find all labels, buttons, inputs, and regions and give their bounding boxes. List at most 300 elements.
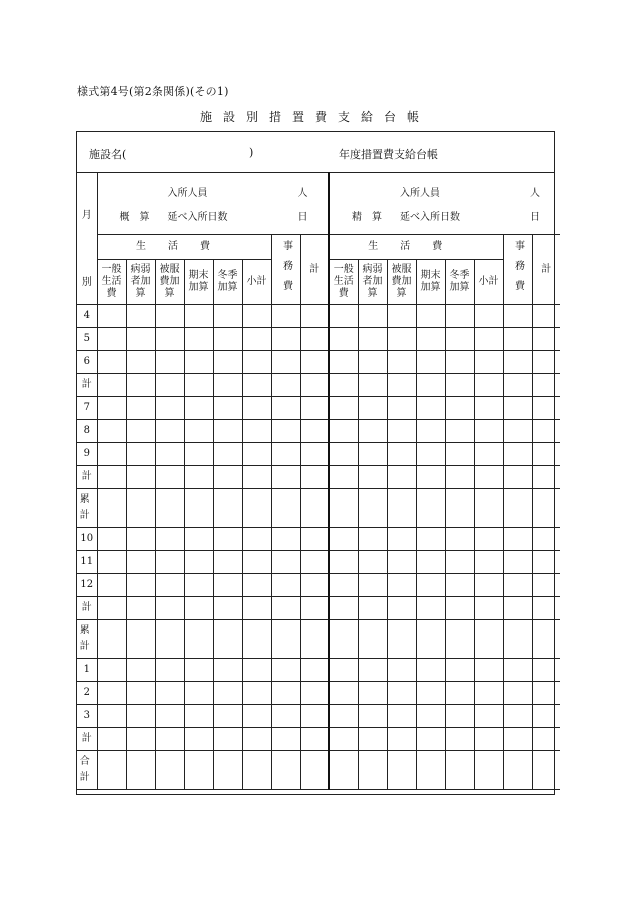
estimate-cell[interactable] xyxy=(213,305,242,328)
estimate-cell[interactable] xyxy=(300,466,329,489)
estimate-cell[interactable] xyxy=(271,528,300,551)
settlement-cell[interactable] xyxy=(445,597,474,620)
estimate-cell[interactable] xyxy=(155,374,184,397)
estimate-cell[interactable] xyxy=(97,528,126,551)
settlement-cell[interactable] xyxy=(416,528,445,551)
estimate-cell[interactable] xyxy=(271,466,300,489)
estimate-cell[interactable] xyxy=(126,751,155,790)
settlement-cell[interactable] xyxy=(387,443,416,466)
settlement-cell[interactable] xyxy=(358,620,387,659)
settlement-cell[interactable] xyxy=(532,659,560,682)
estimate-cell[interactable] xyxy=(126,574,155,597)
settlement-cell[interactable] xyxy=(445,328,474,351)
settlement-cell[interactable] xyxy=(503,597,532,620)
estimate-cell[interactable] xyxy=(184,443,213,466)
estimate-cell[interactable] xyxy=(155,528,184,551)
estimate-cell[interactable] xyxy=(271,351,300,374)
settlement-cell[interactable] xyxy=(387,682,416,705)
settlement-cell[interactable] xyxy=(503,397,532,420)
settlement-cell[interactable] xyxy=(329,705,358,728)
settlement-cell[interactable] xyxy=(358,374,387,397)
settlement-cell[interactable] xyxy=(329,597,358,620)
estimate-cell[interactable] xyxy=(155,728,184,751)
estimate-cell[interactable] xyxy=(213,420,242,443)
estimate-cell[interactable] xyxy=(155,351,184,374)
estimate-cell[interactable] xyxy=(242,597,271,620)
settlement-cell[interactable] xyxy=(416,420,445,443)
estimate-cell[interactable] xyxy=(155,397,184,420)
settlement-cell[interactable] xyxy=(445,551,474,574)
estimate-cell[interactable] xyxy=(155,328,184,351)
settlement-cell[interactable] xyxy=(445,574,474,597)
estimate-cell[interactable] xyxy=(126,305,155,328)
estimate-cell[interactable] xyxy=(300,374,329,397)
settlement-cell[interactable] xyxy=(387,328,416,351)
estimate-cell[interactable] xyxy=(213,489,242,528)
estimate-cell[interactable] xyxy=(271,443,300,466)
estimate-cell[interactable] xyxy=(271,328,300,351)
estimate-cell[interactable] xyxy=(271,705,300,728)
estimate-cell[interactable] xyxy=(242,659,271,682)
estimate-cell[interactable] xyxy=(242,351,271,374)
estimate-cell[interactable] xyxy=(126,466,155,489)
settlement-cell[interactable] xyxy=(474,374,503,397)
settlement-cell[interactable] xyxy=(474,620,503,659)
estimate-cell[interactable] xyxy=(126,682,155,705)
settlement-cell[interactable] xyxy=(329,351,358,374)
estimate-cell[interactable] xyxy=(97,466,126,489)
estimate-cell[interactable] xyxy=(97,620,126,659)
estimate-cell[interactable] xyxy=(242,705,271,728)
settlement-cell[interactable] xyxy=(503,728,532,751)
estimate-cell[interactable] xyxy=(97,328,126,351)
settlement-cell[interactable] xyxy=(503,528,532,551)
estimate-cell[interactable] xyxy=(300,597,329,620)
estimate-cell[interactable] xyxy=(97,728,126,751)
settlement-cell[interactable] xyxy=(416,351,445,374)
estimate-cell[interactable] xyxy=(271,397,300,420)
estimate-cell[interactable] xyxy=(271,659,300,682)
settlement-cell[interactable] xyxy=(358,351,387,374)
estimate-cell[interactable] xyxy=(184,420,213,443)
estimate-cell[interactable] xyxy=(300,420,329,443)
estimate-cell[interactable] xyxy=(126,351,155,374)
estimate-cell[interactable] xyxy=(242,397,271,420)
settlement-cell[interactable] xyxy=(503,620,532,659)
settlement-cell[interactable] xyxy=(503,374,532,397)
settlement-cell[interactable] xyxy=(532,374,560,397)
settlement-cell[interactable] xyxy=(416,443,445,466)
settlement-cell[interactable] xyxy=(474,443,503,466)
estimate-cell[interactable] xyxy=(213,466,242,489)
settlement-cell[interactable] xyxy=(503,420,532,443)
settlement-cell[interactable] xyxy=(329,397,358,420)
settlement-cell[interactable] xyxy=(387,751,416,790)
estimate-cell[interactable] xyxy=(271,489,300,528)
estimate-cell[interactable] xyxy=(184,574,213,597)
settlement-cell[interactable] xyxy=(387,374,416,397)
settlement-cell[interactable] xyxy=(474,551,503,574)
settlement-cell[interactable] xyxy=(416,659,445,682)
settlement-cell[interactable] xyxy=(445,443,474,466)
settlement-cell[interactable] xyxy=(532,443,560,466)
settlement-cell[interactable] xyxy=(387,597,416,620)
estimate-cell[interactable] xyxy=(184,705,213,728)
estimate-cell[interactable] xyxy=(126,597,155,620)
settlement-cell[interactable] xyxy=(532,551,560,574)
settlement-cell[interactable] xyxy=(387,351,416,374)
estimate-cell[interactable] xyxy=(97,305,126,328)
settlement-cell[interactable] xyxy=(445,528,474,551)
estimate-cell[interactable] xyxy=(155,574,184,597)
settlement-cell[interactable] xyxy=(387,489,416,528)
estimate-cell[interactable] xyxy=(213,659,242,682)
estimate-cell[interactable] xyxy=(242,682,271,705)
settlement-cell[interactable] xyxy=(445,374,474,397)
estimate-cell[interactable] xyxy=(97,489,126,528)
estimate-cell[interactable] xyxy=(242,528,271,551)
estimate-cell[interactable] xyxy=(271,728,300,751)
settlement-cell[interactable] xyxy=(387,551,416,574)
settlement-cell[interactable] xyxy=(532,305,560,328)
estimate-cell[interactable] xyxy=(97,351,126,374)
settlement-cell[interactable] xyxy=(416,328,445,351)
estimate-cell[interactable] xyxy=(184,528,213,551)
settlement-cell[interactable] xyxy=(503,305,532,328)
estimate-cell[interactable] xyxy=(213,728,242,751)
settlement-cell[interactable] xyxy=(445,751,474,790)
settlement-cell[interactable] xyxy=(474,351,503,374)
estimate-cell[interactable] xyxy=(242,374,271,397)
estimate-cell[interactable] xyxy=(242,305,271,328)
estimate-cell[interactable] xyxy=(213,751,242,790)
settlement-cell[interactable] xyxy=(416,705,445,728)
estimate-cell[interactable] xyxy=(213,551,242,574)
settlement-cell[interactable] xyxy=(329,574,358,597)
settlement-cell[interactable] xyxy=(532,351,560,374)
estimate-cell[interactable] xyxy=(300,443,329,466)
settlement-cell[interactable] xyxy=(532,705,560,728)
settlement-cell[interactable] xyxy=(329,489,358,528)
estimate-cell[interactable] xyxy=(155,420,184,443)
estimate-cell[interactable] xyxy=(155,751,184,790)
estimate-cell[interactable] xyxy=(155,443,184,466)
estimate-cell[interactable] xyxy=(271,574,300,597)
settlement-cell[interactable] xyxy=(329,528,358,551)
settlement-cell[interactable] xyxy=(358,528,387,551)
settlement-cell[interactable] xyxy=(445,620,474,659)
estimate-cell[interactable] xyxy=(213,682,242,705)
estimate-cell[interactable] xyxy=(213,705,242,728)
settlement-cell[interactable] xyxy=(329,659,358,682)
settlement-cell[interactable] xyxy=(329,328,358,351)
settlement-cell[interactable] xyxy=(416,574,445,597)
settlement-cell[interactable] xyxy=(532,574,560,597)
settlement-cell[interactable] xyxy=(532,528,560,551)
estimate-cell[interactable] xyxy=(300,682,329,705)
settlement-cell[interactable] xyxy=(387,466,416,489)
estimate-cell[interactable] xyxy=(97,574,126,597)
estimate-cell[interactable] xyxy=(184,620,213,659)
estimate-cell[interactable] xyxy=(155,466,184,489)
estimate-cell[interactable] xyxy=(213,397,242,420)
estimate-cell[interactable] xyxy=(184,305,213,328)
estimate-cell[interactable] xyxy=(300,728,329,751)
estimate-cell[interactable] xyxy=(300,751,329,790)
settlement-cell[interactable] xyxy=(532,328,560,351)
estimate-cell[interactable] xyxy=(213,328,242,351)
estimate-cell[interactable] xyxy=(271,551,300,574)
settlement-cell[interactable] xyxy=(387,620,416,659)
settlement-cell[interactable] xyxy=(445,728,474,751)
estimate-cell[interactable] xyxy=(97,682,126,705)
estimate-cell[interactable] xyxy=(126,420,155,443)
settlement-cell[interactable] xyxy=(503,551,532,574)
estimate-cell[interactable] xyxy=(213,528,242,551)
estimate-cell[interactable] xyxy=(242,574,271,597)
settlement-cell[interactable] xyxy=(329,374,358,397)
estimate-cell[interactable] xyxy=(184,351,213,374)
settlement-cell[interactable] xyxy=(503,682,532,705)
settlement-cell[interactable] xyxy=(387,728,416,751)
settlement-cell[interactable] xyxy=(416,620,445,659)
estimate-cell[interactable] xyxy=(242,751,271,790)
settlement-cell[interactable] xyxy=(503,751,532,790)
settlement-cell[interactable] xyxy=(445,305,474,328)
settlement-cell[interactable] xyxy=(358,397,387,420)
estimate-cell[interactable] xyxy=(184,551,213,574)
settlement-cell[interactable] xyxy=(445,682,474,705)
estimate-cell[interactable] xyxy=(126,443,155,466)
settlement-cell[interactable] xyxy=(416,728,445,751)
settlement-cell[interactable] xyxy=(329,620,358,659)
settlement-cell[interactable] xyxy=(474,659,503,682)
settlement-cell[interactable] xyxy=(358,682,387,705)
estimate-cell[interactable] xyxy=(155,305,184,328)
settlement-cell[interactable] xyxy=(532,728,560,751)
settlement-cell[interactable] xyxy=(387,574,416,597)
settlement-cell[interactable] xyxy=(329,305,358,328)
settlement-cell[interactable] xyxy=(416,597,445,620)
estimate-cell[interactable] xyxy=(213,374,242,397)
settlement-cell[interactable] xyxy=(358,443,387,466)
settlement-cell[interactable] xyxy=(416,397,445,420)
estimate-cell[interactable] xyxy=(97,751,126,790)
estimate-cell[interactable] xyxy=(126,328,155,351)
estimate-cell[interactable] xyxy=(184,328,213,351)
settlement-cell[interactable] xyxy=(474,466,503,489)
estimate-cell[interactable] xyxy=(126,374,155,397)
estimate-cell[interactable] xyxy=(242,489,271,528)
settlement-cell[interactable] xyxy=(358,328,387,351)
estimate-cell[interactable] xyxy=(184,374,213,397)
settlement-cell[interactable] xyxy=(387,305,416,328)
settlement-cell[interactable] xyxy=(416,374,445,397)
estimate-cell[interactable] xyxy=(126,705,155,728)
estimate-cell[interactable] xyxy=(155,659,184,682)
estimate-cell[interactable] xyxy=(213,443,242,466)
settlement-cell[interactable] xyxy=(503,443,532,466)
estimate-cell[interactable] xyxy=(126,728,155,751)
estimate-cell[interactable] xyxy=(300,551,329,574)
settlement-cell[interactable] xyxy=(503,489,532,528)
estimate-cell[interactable] xyxy=(300,397,329,420)
settlement-cell[interactable] xyxy=(416,466,445,489)
settlement-cell[interactable] xyxy=(445,466,474,489)
estimate-cell[interactable] xyxy=(300,489,329,528)
estimate-cell[interactable] xyxy=(271,374,300,397)
settlement-cell[interactable] xyxy=(416,489,445,528)
settlement-cell[interactable] xyxy=(474,705,503,728)
estimate-cell[interactable] xyxy=(271,420,300,443)
estimate-cell[interactable] xyxy=(184,682,213,705)
settlement-cell[interactable] xyxy=(387,420,416,443)
settlement-cell[interactable] xyxy=(503,351,532,374)
settlement-cell[interactable] xyxy=(532,682,560,705)
settlement-cell[interactable] xyxy=(445,397,474,420)
estimate-cell[interactable] xyxy=(300,305,329,328)
settlement-cell[interactable] xyxy=(358,551,387,574)
estimate-cell[interactable] xyxy=(300,620,329,659)
estimate-cell[interactable] xyxy=(242,728,271,751)
settlement-cell[interactable] xyxy=(532,397,560,420)
estimate-cell[interactable] xyxy=(126,489,155,528)
estimate-cell[interactable] xyxy=(126,659,155,682)
settlement-cell[interactable] xyxy=(445,659,474,682)
estimate-cell[interactable] xyxy=(213,597,242,620)
settlement-cell[interactable] xyxy=(474,574,503,597)
settlement-cell[interactable] xyxy=(358,305,387,328)
settlement-cell[interactable] xyxy=(358,705,387,728)
settlement-cell[interactable] xyxy=(445,489,474,528)
settlement-cell[interactable] xyxy=(532,751,560,790)
settlement-cell[interactable] xyxy=(532,420,560,443)
estimate-cell[interactable] xyxy=(155,705,184,728)
estimate-cell[interactable] xyxy=(126,620,155,659)
settlement-cell[interactable] xyxy=(416,682,445,705)
settlement-cell[interactable] xyxy=(474,682,503,705)
settlement-cell[interactable] xyxy=(532,597,560,620)
estimate-cell[interactable] xyxy=(271,620,300,659)
estimate-cell[interactable] xyxy=(271,597,300,620)
estimate-cell[interactable] xyxy=(213,620,242,659)
settlement-cell[interactable] xyxy=(503,466,532,489)
settlement-cell[interactable] xyxy=(416,551,445,574)
settlement-cell[interactable] xyxy=(329,466,358,489)
settlement-cell[interactable] xyxy=(474,397,503,420)
estimate-cell[interactable] xyxy=(184,489,213,528)
settlement-cell[interactable] xyxy=(532,466,560,489)
estimate-cell[interactable] xyxy=(300,328,329,351)
settlement-cell[interactable] xyxy=(474,420,503,443)
estimate-cell[interactable] xyxy=(184,397,213,420)
settlement-cell[interactable] xyxy=(358,728,387,751)
estimate-cell[interactable] xyxy=(155,551,184,574)
settlement-cell[interactable] xyxy=(416,305,445,328)
estimate-cell[interactable] xyxy=(242,420,271,443)
estimate-cell[interactable] xyxy=(97,551,126,574)
settlement-cell[interactable] xyxy=(445,705,474,728)
estimate-cell[interactable] xyxy=(242,620,271,659)
settlement-cell[interactable] xyxy=(503,574,532,597)
estimate-cell[interactable] xyxy=(184,597,213,620)
estimate-cell[interactable] xyxy=(184,466,213,489)
estimate-cell[interactable] xyxy=(97,597,126,620)
estimate-cell[interactable] xyxy=(155,682,184,705)
estimate-cell[interactable] xyxy=(126,551,155,574)
estimate-cell[interactable] xyxy=(213,351,242,374)
estimate-cell[interactable] xyxy=(97,397,126,420)
settlement-cell[interactable] xyxy=(503,659,532,682)
settlement-cell[interactable] xyxy=(329,751,358,790)
estimate-cell[interactable] xyxy=(300,574,329,597)
estimate-cell[interactable] xyxy=(300,351,329,374)
settlement-cell[interactable] xyxy=(358,751,387,790)
settlement-cell[interactable] xyxy=(358,597,387,620)
settlement-cell[interactable] xyxy=(503,328,532,351)
estimate-cell[interactable] xyxy=(184,751,213,790)
settlement-cell[interactable] xyxy=(532,489,560,528)
estimate-cell[interactable] xyxy=(213,574,242,597)
estimate-cell[interactable] xyxy=(300,659,329,682)
settlement-cell[interactable] xyxy=(474,328,503,351)
settlement-cell[interactable] xyxy=(329,420,358,443)
settlement-cell[interactable] xyxy=(329,443,358,466)
settlement-cell[interactable] xyxy=(329,728,358,751)
settlement-cell[interactable] xyxy=(387,659,416,682)
settlement-cell[interactable] xyxy=(474,489,503,528)
settlement-cell[interactable] xyxy=(358,420,387,443)
estimate-cell[interactable] xyxy=(97,659,126,682)
settlement-cell[interactable] xyxy=(358,466,387,489)
settlement-cell[interactable] xyxy=(532,620,560,659)
estimate-cell[interactable] xyxy=(300,705,329,728)
estimate-cell[interactable] xyxy=(97,374,126,397)
settlement-cell[interactable] xyxy=(358,659,387,682)
estimate-cell[interactable] xyxy=(242,328,271,351)
estimate-cell[interactable] xyxy=(242,551,271,574)
estimate-cell[interactable] xyxy=(155,597,184,620)
settlement-cell[interactable] xyxy=(474,751,503,790)
estimate-cell[interactable] xyxy=(126,397,155,420)
estimate-cell[interactable] xyxy=(242,443,271,466)
settlement-cell[interactable] xyxy=(358,489,387,528)
settlement-cell[interactable] xyxy=(416,751,445,790)
settlement-cell[interactable] xyxy=(329,682,358,705)
settlement-cell[interactable] xyxy=(329,551,358,574)
estimate-cell[interactable] xyxy=(271,682,300,705)
settlement-cell[interactable] xyxy=(503,705,532,728)
settlement-cell[interactable] xyxy=(387,705,416,728)
estimate-cell[interactable] xyxy=(184,728,213,751)
estimate-cell[interactable] xyxy=(155,489,184,528)
estimate-cell[interactable] xyxy=(155,620,184,659)
estimate-cell[interactable] xyxy=(126,528,155,551)
estimate-cell[interactable] xyxy=(97,705,126,728)
estimate-cell[interactable] xyxy=(242,466,271,489)
estimate-cell[interactable] xyxy=(300,528,329,551)
estimate-cell[interactable] xyxy=(271,305,300,328)
settlement-cell[interactable] xyxy=(387,397,416,420)
settlement-cell[interactable] xyxy=(445,420,474,443)
settlement-cell[interactable] xyxy=(358,574,387,597)
estimate-cell[interactable] xyxy=(184,659,213,682)
settlement-cell[interactable] xyxy=(474,305,503,328)
estimate-cell[interactable] xyxy=(97,443,126,466)
settlement-cell[interactable] xyxy=(474,597,503,620)
settlement-cell[interactable] xyxy=(474,528,503,551)
estimate-cell[interactable] xyxy=(97,420,126,443)
